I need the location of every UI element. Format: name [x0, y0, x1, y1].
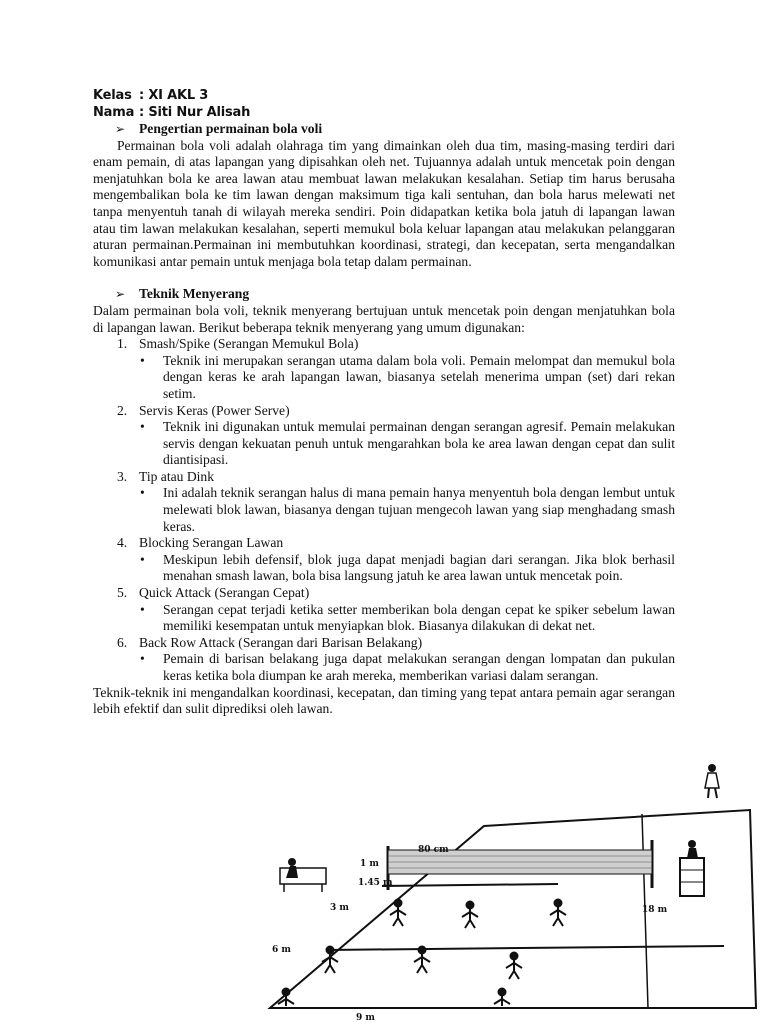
nama-line [93, 104, 675, 121]
student-info [93, 87, 675, 121]
technique-list [93, 336, 675, 684]
list-item-title [117, 336, 675, 353]
nama-label: Nama [93, 105, 135, 120]
label-height-1: 1 m [360, 859, 379, 869]
player-figure [506, 953, 522, 980]
paragraph-intro: Dalam permainan bola voli, teknik menyerang bertujuan untuk mencetak poin dengan menjatuhkan bola di lapangan lawan. Berikut beberapa teknik menyerang yang umum digunakan: [93, 302, 675, 335]
list-number: 4. [117, 535, 128, 551]
list-item-description [140, 551, 675, 585]
item-desc: Pemain di barisan belakang juga dapat melakukan serangan dengan lompatan dan pukulan keras ketika bola diumpan ke arah mereka, memberikan variasi dalam serangan. [163, 651, 675, 683]
item-desc: Serangan cepat terjadi ketika setter memberikan bola dengan cepat ke spiker sebelum lawan memiliki kesempatan untuk menyiapkan blok. Biasanya dilakukan di dekat net. [163, 601, 675, 634]
label-6m: 6 m [272, 945, 291, 955]
document-body [93, 87, 675, 718]
label-18m: 18 m [642, 905, 668, 915]
list-item [93, 585, 675, 635]
list-item [93, 635, 675, 685]
spacer [93, 270, 675, 286]
section-heading-teknik [115, 286, 675, 303]
player-figure [550, 900, 566, 927]
bullet-icon: • [140, 651, 145, 667]
arrow-bullet-icon: ➢ [115, 287, 126, 302]
item-desc: Meskipun lebih defensif, blok juga dapat menjadi bagian dari serangan. Jika blok berhasil menahan smash lawan, bola bisa langsung jatuh ke area lawan untuk mencetak poin. [163, 551, 675, 584]
list-item-title [117, 469, 675, 486]
paragraph-closing: Teknik-teknik ini mengandalkan koordinasi, kecepatan, dan timing yang tepat antara pemain agar serangan lebih efektif dan sulit diprediksi oleh lawan. [93, 684, 675, 717]
players [278, 900, 566, 1007]
item-title: Back Row Attack (Serangan dari Barisan Belakang) [139, 634, 423, 650]
bullet-icon: • [140, 551, 145, 567]
list-item [93, 336, 675, 402]
item-desc: Teknik ini digunakan untuk memulai permainan dengan serangan agresif. Pemain melakukan servis dengan kekuatan penuh untuk mengarahkan bola ke area lawan dengan cepat dan sulit diantisipasi. [163, 419, 675, 468]
bullet-icon: • [140, 352, 145, 368]
bullet-icon: • [140, 419, 145, 435]
list-item-title [117, 535, 675, 552]
referee-chair [680, 840, 704, 896]
scorer-table [280, 858, 326, 892]
list-item-description [140, 419, 675, 469]
list-item-description [140, 601, 675, 635]
item-title: Quick Attack (Serangan Cepat) [139, 585, 310, 601]
section-title: Teknik Menyerang [139, 286, 250, 302]
bullet-icon: • [140, 485, 145, 501]
list-number: 3. [117, 468, 128, 484]
list-item-description [140, 352, 675, 403]
section-heading-pengertian [115, 121, 675, 138]
label-3m: 3 m [330, 903, 349, 913]
nama-value: : Siti Nur Alisah [139, 105, 251, 120]
list-number: 2. [117, 402, 128, 418]
list-item-description [140, 651, 675, 684]
item-desc: Ini adalah teknik serangan halus di mana pemain hanya menyentuh bola dengan lembut untuk melewati blok lawan, biasanya dengan tujuan mengecoh lawan yang siap menghadang smash keras. [163, 485, 675, 534]
label-height-2: 1.45 m [358, 878, 393, 888]
kelas-label: Kelas [93, 88, 132, 103]
list-item-description [140, 485, 675, 535]
list-item-title [117, 585, 675, 602]
list-item [93, 469, 675, 535]
item-desc: Teknik ini merupakan serangan utama dalam bola voli. Pemain melompat dan memukul bola dengan keras ke arah lapangan lawan, biasanya setelah menerima umpan (set) dari rekan setim. [163, 352, 675, 401]
line-judge-figure [705, 764, 719, 798]
arrow-bullet-icon: ➢ [115, 122, 126, 136]
player-figure [494, 989, 510, 1007]
list-number: 6. [117, 634, 128, 650]
item-title: Tip atau Dink [139, 468, 215, 484]
kelas-line [93, 87, 675, 104]
label-9m: 9 m [356, 1013, 375, 1023]
section-title: Pengertian permainan bola voli [139, 121, 323, 136]
list-item [93, 535, 675, 585]
player-figure [278, 989, 294, 1007]
bullet-icon: • [140, 601, 145, 617]
kelas-value: : XI AKL 3 [139, 88, 209, 103]
list-item [93, 403, 675, 469]
item-title: Servis Keras (Power Serve) [139, 402, 290, 418]
list-item-title [117, 403, 675, 420]
volleyball-court-illustration [262, 760, 768, 1024]
item-title: Blocking Serangan Lawan [139, 535, 284, 551]
player-figure [462, 902, 478, 929]
list-number: 1. [117, 336, 128, 352]
list-item-title [117, 635, 675, 652]
player-figure [414, 947, 430, 974]
paragraph-pengertian: Permainan bola voli adalah olahraga tim yang dimainkan oleh dua tim, masing-masing terdiri dari enam pemain, di atas lapangan yang dipisahkan oleh net. Tujuannya adalah untuk mencetak poin dengan menjatuhkan bola ke area lawan atau membuat lawan melakukan kesalahan. Setiap tim harus berusaha mengembalikan bola ke tim lawan dengan maksimum tiga kali sentuhan, dan bola harus melewati net tanpa menyentuh tanah di wilayah mereka sendiri. Poin didapatkan ketika bola jatuh di lapangan lawan atau tim lawan melakukan kesalahan, seperti memukul bola keluar lapangan atau melakukan pelanggaran aturan permainan.Permainan ini membutuhkan koordinasi, strategi, dan kecepatan, serta mengandalkan komunikasi antar pemain untuk menjaga bola tetap dalam permainan. [93, 137, 675, 269]
label-net-width: 80 cm [418, 845, 449, 855]
item-title: Smash/Spike (Serangan Memukul Bola) [139, 336, 359, 352]
list-number: 5. [117, 585, 128, 601]
